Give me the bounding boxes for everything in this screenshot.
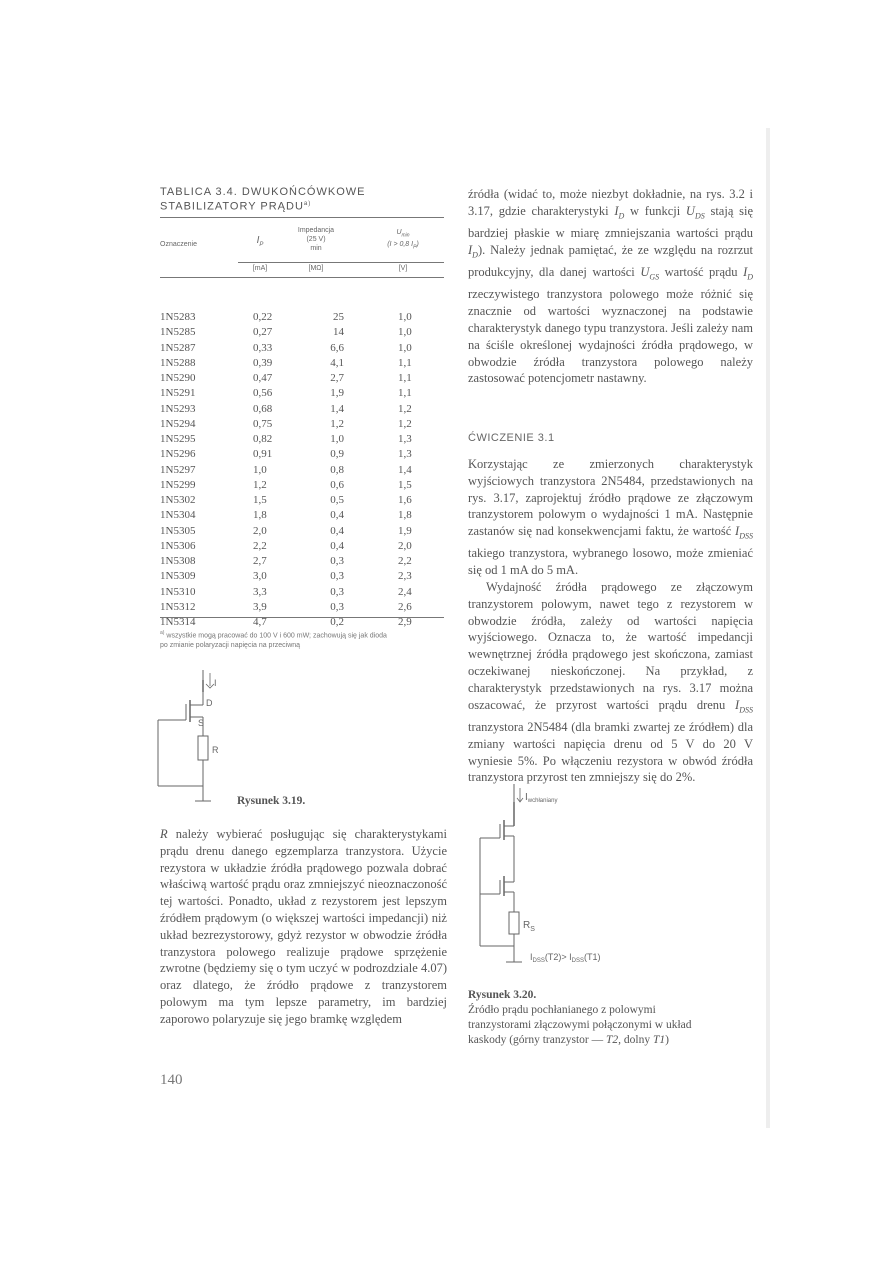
header-umin xyxy=(368,228,438,253)
table-row xyxy=(160,356,444,371)
table-cell: 2,6 xyxy=(398,600,412,613)
table-title-line2-wrap xyxy=(160,198,460,213)
header-ip-sub: P xyxy=(259,242,264,248)
p1-id3 xyxy=(743,265,754,282)
table-row xyxy=(160,554,444,569)
page-number: 140 xyxy=(160,1072,183,1088)
table-row xyxy=(160,341,444,356)
header-imp-l1: Impedancja xyxy=(297,227,335,234)
table-cell: 0,5 xyxy=(330,494,344,506)
fig320-cond-sub1: DSS xyxy=(532,958,545,964)
table-cell: 0,22 xyxy=(253,311,273,323)
table-row xyxy=(160,524,444,539)
p2-idss-sym: I xyxy=(735,524,740,539)
table-cell: 0,4 xyxy=(330,539,344,552)
table-cell: 1N5297 xyxy=(160,463,196,476)
p3-idss-sub: DSS xyxy=(739,705,753,715)
p1-f: rzeczywistego tranzystora polowego może różnić się znacznie od wartości wyznaczonej na podstawie charakterystyk danego typu tranzystora. Jeśli zależy nam na ściśle określonej wydajności źródła prądowego, w obwodzie źródła tranzystora polowego należy zastosować potencjometr nastawny. xyxy=(468,287,753,386)
table-cell: 1,5 xyxy=(398,478,412,491)
p1-a: źródła (widać to, może niezbyt dokładnie, na rys. 3.2 i 3.17, gdzie charakterystyki xyxy=(468,187,753,218)
table-cell: 3,3 xyxy=(253,585,267,598)
fig320-cond-end: (T1) xyxy=(583,952,601,962)
table-row xyxy=(160,478,444,493)
table-cell: 1N5308 xyxy=(160,555,196,567)
table-cell: 2,7 xyxy=(330,372,344,384)
header-umin-l2 xyxy=(368,240,438,252)
table-cell: 0,8 xyxy=(330,463,344,476)
right-paragraph-1 xyxy=(468,186,753,387)
table-cell: 0,4 xyxy=(330,509,344,522)
table-cell: 1,8 xyxy=(253,509,267,522)
table-cell: 1,2 xyxy=(398,402,412,415)
table-cell: 1N5302 xyxy=(160,494,196,506)
p2-b: takiego tranzystora, wybranego losowo, może zmieniać się od 1 mA do 5 mA. xyxy=(468,546,753,578)
table-row xyxy=(160,432,444,447)
table-bottom-rule xyxy=(160,617,444,618)
table-cell: 1,8 xyxy=(398,509,412,522)
p2-idss-sub: DSS xyxy=(739,531,753,541)
figure-3-20-caption xyxy=(468,988,768,1048)
p1-id-sub: D xyxy=(618,211,625,221)
p1-id2 xyxy=(468,242,478,260)
fig319-label-s: S xyxy=(198,718,205,728)
table-cell: 0,82 xyxy=(253,433,273,445)
table-cell: 0,9 xyxy=(330,448,344,461)
right-body-text-1 xyxy=(468,186,753,387)
table-cell: 0,68 xyxy=(253,402,273,415)
table-cell: 1,2 xyxy=(253,478,267,491)
header-umin-unit: [V] xyxy=(398,265,408,272)
table-cell: 3,0 xyxy=(253,570,267,583)
table-top-rule xyxy=(160,217,444,218)
table-cell: 1N5288 xyxy=(160,356,196,369)
table-row xyxy=(160,585,444,600)
p1-ugs xyxy=(640,265,660,282)
fig320-label-condition xyxy=(530,952,600,964)
left-paragraph xyxy=(160,826,447,1028)
table-cell: 1,3 xyxy=(398,433,412,445)
table-cell: 2,4 xyxy=(398,585,412,598)
table-cell: 1N5304 xyxy=(160,509,196,522)
header-umin-cond-end: ) xyxy=(416,241,419,249)
header-ip-unit: [mA] xyxy=(252,265,268,272)
table-cell: 0,3 xyxy=(330,570,344,583)
table-cell: 1,2 xyxy=(398,417,412,430)
table-row xyxy=(160,539,444,554)
figure-3-19-circuit xyxy=(150,670,230,810)
table-cell: 1N5293 xyxy=(160,402,196,415)
table-cell: 1,0 xyxy=(253,463,267,476)
p1-id2-sym: I xyxy=(468,242,473,257)
table-cell: 1,9 xyxy=(330,387,344,400)
table-row xyxy=(160,600,444,615)
right-paragraph-2 xyxy=(468,456,753,579)
fig320-cond-sub2: DSS xyxy=(571,958,584,964)
header-imp-l3: min xyxy=(310,245,322,252)
header-umin-l1 xyxy=(368,228,438,240)
table-cell: 1,3 xyxy=(398,448,412,461)
header-umin-sym: U xyxy=(396,229,402,236)
fig320-label-rs xyxy=(523,920,535,933)
table-cell: 1,0 xyxy=(398,341,412,354)
table-cell: 25 xyxy=(333,311,344,323)
fig320-caption-label: Rysunek 3.20. xyxy=(468,989,537,1001)
table-cell: 0,6 xyxy=(330,478,344,491)
table-cell: 2,2 xyxy=(398,555,412,567)
table-title-line1: TABLICA 3.4. DWUKOŃCÓWKOWE xyxy=(160,186,366,198)
table-cell: 1N5295 xyxy=(160,433,196,445)
fig320-cond-mid: (T2)> I xyxy=(544,952,572,962)
right-body-text-2 xyxy=(468,456,753,786)
footnote-mark: a) xyxy=(160,630,165,636)
table-row xyxy=(160,447,444,462)
exercise-title: ĆWICZENIE 3.1 xyxy=(468,432,555,444)
table-cell: 1N5291 xyxy=(160,387,196,400)
p1-e: wartość prądu xyxy=(664,265,738,280)
fig319-label-r: R xyxy=(212,745,219,755)
table-cell: 0,27 xyxy=(253,326,273,339)
fig320-caption-line2: tranzystorami złączowymi połączonymi w układ xyxy=(468,1019,692,1031)
fig320-rs-sym: R xyxy=(523,920,531,931)
p2-idss xyxy=(735,524,753,541)
table-cell: 2,0 xyxy=(398,539,412,552)
table-cell: 1,9 xyxy=(398,524,412,537)
table-cell: 1,4 xyxy=(398,463,412,476)
footnote-line1: wszystkie mogą pracować do 100 V i 600 mW; zachowują się jak dioda xyxy=(166,632,387,640)
header-oznaczenie: Oznaczenie xyxy=(160,241,197,248)
table-row xyxy=(160,569,444,584)
footnote-line2: po zmianie polaryzacji napięcia na przeciwną xyxy=(160,642,301,650)
p1-uds-sub: DS xyxy=(694,211,705,221)
table-cell: 1,4 xyxy=(330,402,344,415)
fig320-current-sym: I xyxy=(525,792,528,803)
table-cell: 1N5285 xyxy=(160,326,196,339)
table-cell: 1N5305 xyxy=(160,524,196,537)
table-unit-rule xyxy=(238,262,444,263)
table-cell: 1,1 xyxy=(398,356,412,369)
table-row xyxy=(160,371,444,386)
p3-b: tranzystora 2N5484 (dla bramki zwartej ze źródłem) dla zmiany wartości napięcia drenu od 5 V do 20 V wyniesie 5%. Po włączeniu rezystora w obwód źródła tranzystora przyrost ten zmniejszy się do 2%. xyxy=(468,719,753,785)
table-footnote xyxy=(160,628,450,651)
table-row xyxy=(160,417,444,432)
table-cell: 1N5290 xyxy=(160,372,196,384)
table-cell: 1N5306 xyxy=(160,539,196,552)
table-cell: 3,9 xyxy=(253,600,267,613)
left-paragraph-text: należy wybierać posługując się charakterystykami prądu drenu danego egzemplarza tranzystora. Użycie rezystora w układzie źródła prądowego pozwala dobrać właściwą wartość prądu oraz zmniejszyć nieoznaczoność tej wartości. Ponadto, układ z rezystorem jest lepszym źródłem prądowym (o większej wartości impedancji) niż układ bezrezystorowy, gdyż rezystor w obwodzie źródła tranzystora polowego realizuje prądowe sprzężenie zwrotne (będziemy się o tym uczyć w podrozdziale 4.07) oraz dlatego, że źródło prądowe z tranzystorem polowym ma tym lepsze parametry, im bardziej zaporowo polaryzuje się jego bramkę względem xyxy=(160,827,448,1026)
table-cell: 0,75 xyxy=(253,417,273,430)
fig320-cond-i1: I xyxy=(530,952,533,962)
header-ip-sym: I xyxy=(256,235,260,246)
page-edge-shadow xyxy=(766,128,770,1128)
table-cell: 0,2 xyxy=(330,616,344,628)
table-row xyxy=(160,402,444,417)
table-cell: 1N5310 xyxy=(160,585,196,598)
table-cell: 1,0 xyxy=(398,326,412,339)
fig320-cap-t2: T2, xyxy=(605,1034,622,1046)
header-imp-unit: [MΩ] xyxy=(308,265,324,272)
table-cell: 1,0 xyxy=(330,433,344,445)
table-cell: 2,7 xyxy=(253,555,267,567)
p1-id3-sub: D xyxy=(747,272,754,282)
p1-c: stają się bardziej płaskie w miarę zmniejszania wartości prądu xyxy=(468,203,753,241)
p1-ugs-sub: GS xyxy=(649,272,660,282)
table-cell: 1N5312 xyxy=(160,600,196,613)
p1-uds-sym: U xyxy=(685,203,695,218)
table-row xyxy=(160,493,444,508)
fig320-current-sub: wchłaniany xyxy=(527,798,558,804)
p1-uds xyxy=(685,203,705,221)
table-cell: 0,91 xyxy=(253,448,273,461)
table-cell: 1,1 xyxy=(398,387,412,400)
p1-id3-sym: I xyxy=(743,265,748,280)
table-cell: 1,2 xyxy=(330,417,344,430)
p1-ugs-sym: U xyxy=(640,265,650,280)
fig319-label-d: D xyxy=(206,698,213,708)
left-r-symbol: R xyxy=(160,827,168,841)
table-cell: 1N5296 xyxy=(160,448,196,461)
table-cell: 0,3 xyxy=(330,585,344,598)
header-impedance xyxy=(286,226,346,253)
table-cell: 1N5294 xyxy=(160,417,196,430)
table-cell: 2,0 xyxy=(253,524,267,537)
table-cell: 1N5299 xyxy=(160,478,196,491)
table-cell: 1N5314 xyxy=(160,616,196,628)
table-row xyxy=(160,310,444,325)
table-cell: 1,0 xyxy=(398,311,412,323)
table-title xyxy=(160,186,460,213)
table-cell: 0,3 xyxy=(330,555,344,567)
table-cell: 2,3 xyxy=(398,570,412,583)
fig320-caption-line3 xyxy=(468,1033,768,1048)
footnote-line1-wrap xyxy=(160,628,450,641)
header-umin-cond-sub: P xyxy=(413,244,417,251)
table-cell: 1,1 xyxy=(398,372,412,384)
table-cell: 0,47 xyxy=(253,372,273,384)
table-header-rule xyxy=(160,277,444,278)
right-paragraph-3 xyxy=(468,579,753,786)
fig320-cap-l3a: kaskody (górny tranzystor — xyxy=(468,1034,604,1046)
p1-b: w funkcji xyxy=(630,203,681,218)
left-body-text xyxy=(160,826,447,1028)
table-cell: 1,5 xyxy=(253,494,267,506)
table-title-line2: STABILIZATORY PRĄDU xyxy=(160,200,304,213)
table-cell: 1N5283 xyxy=(160,311,196,323)
table-row xyxy=(160,386,444,401)
table-cell: 1N5309 xyxy=(160,570,196,583)
table-row xyxy=(160,463,444,478)
table-cell: 0,39 xyxy=(253,356,273,369)
fig320-label-current xyxy=(525,792,557,804)
p1-id xyxy=(614,203,625,221)
table-cell: 6,6 xyxy=(330,341,344,354)
table-row xyxy=(160,325,444,340)
header-umin-cond: (I > 0,8 I xyxy=(387,241,414,249)
header-ip xyxy=(250,236,270,250)
p2-a: Korzystając ze zmierzonych charakterystyk wyjściowych tranzystora 2N5484, przedstawionych na rys. 3.17, zaprojektuj źródło prądowe ze złączowym tranzystorem polowym o wydajności 1 mA. Następnie zastanów się nad konsekwencjami faktu, że wartość xyxy=(468,457,753,539)
fig320-caption-line1: Źródło prądu pochłanianego z polowymi xyxy=(468,1004,656,1016)
fig320-cap-t1: T1 xyxy=(652,1034,666,1046)
p1-id2-sub: D xyxy=(472,250,478,260)
table-cell: 1N5287 xyxy=(160,341,196,354)
table-cell: 2,9 xyxy=(398,616,412,628)
table-cell: 0,4 xyxy=(330,524,344,537)
header-imp-l2: (25 V) xyxy=(306,236,326,243)
fig320-rs-sub: S xyxy=(530,926,535,933)
figure-3-19-caption: Rysunek 3.19. xyxy=(237,795,306,807)
table-cell: 2,2 xyxy=(253,539,267,552)
figure-3-20-circuit xyxy=(478,784,658,984)
p3-idss-sym: I xyxy=(735,697,740,712)
fig320-cap-l3b: dolny xyxy=(623,1034,651,1046)
table-cell: 4,1 xyxy=(330,356,344,369)
table-cell: 4,7 xyxy=(253,616,267,628)
p1-id-sym: I xyxy=(614,203,619,218)
header-umin-sub: min xyxy=(401,232,410,239)
table-row xyxy=(160,508,444,523)
table-cell: 0,3 xyxy=(330,600,344,613)
p3-a: Wydajność źródła prądowego ze złączowym tranzystorem polowym, nawet tego z rezystorem w obwodzie źródła, zależy od wartości napięcia wyjściowego. Oznacza to, że wartość impedancji wewnętrznej źródła prądowego jest skończona, zamiast oczekiwanej nieskończonej. Na przykład, z charakterystyk przedstawionych na rys. 3.17 można oszacować, że przyrost wartości prądu drenu xyxy=(468,580,753,712)
table-title-note: a) xyxy=(303,201,312,207)
table-cell: 0,56 xyxy=(253,387,273,400)
fig320-cap-l3c: ) xyxy=(665,1034,669,1046)
table-cell: 14 xyxy=(333,326,344,339)
table-body xyxy=(160,310,444,630)
fig319-label-i: I xyxy=(214,678,217,688)
table-cell: 1,6 xyxy=(398,494,412,506)
p1-d: ). Należy jednak pamiętać, że ze względu na rozrzut produkcyjny, dla danej wartości xyxy=(468,242,753,280)
table-cell: 0,33 xyxy=(253,341,273,354)
p3-idss xyxy=(735,697,753,715)
